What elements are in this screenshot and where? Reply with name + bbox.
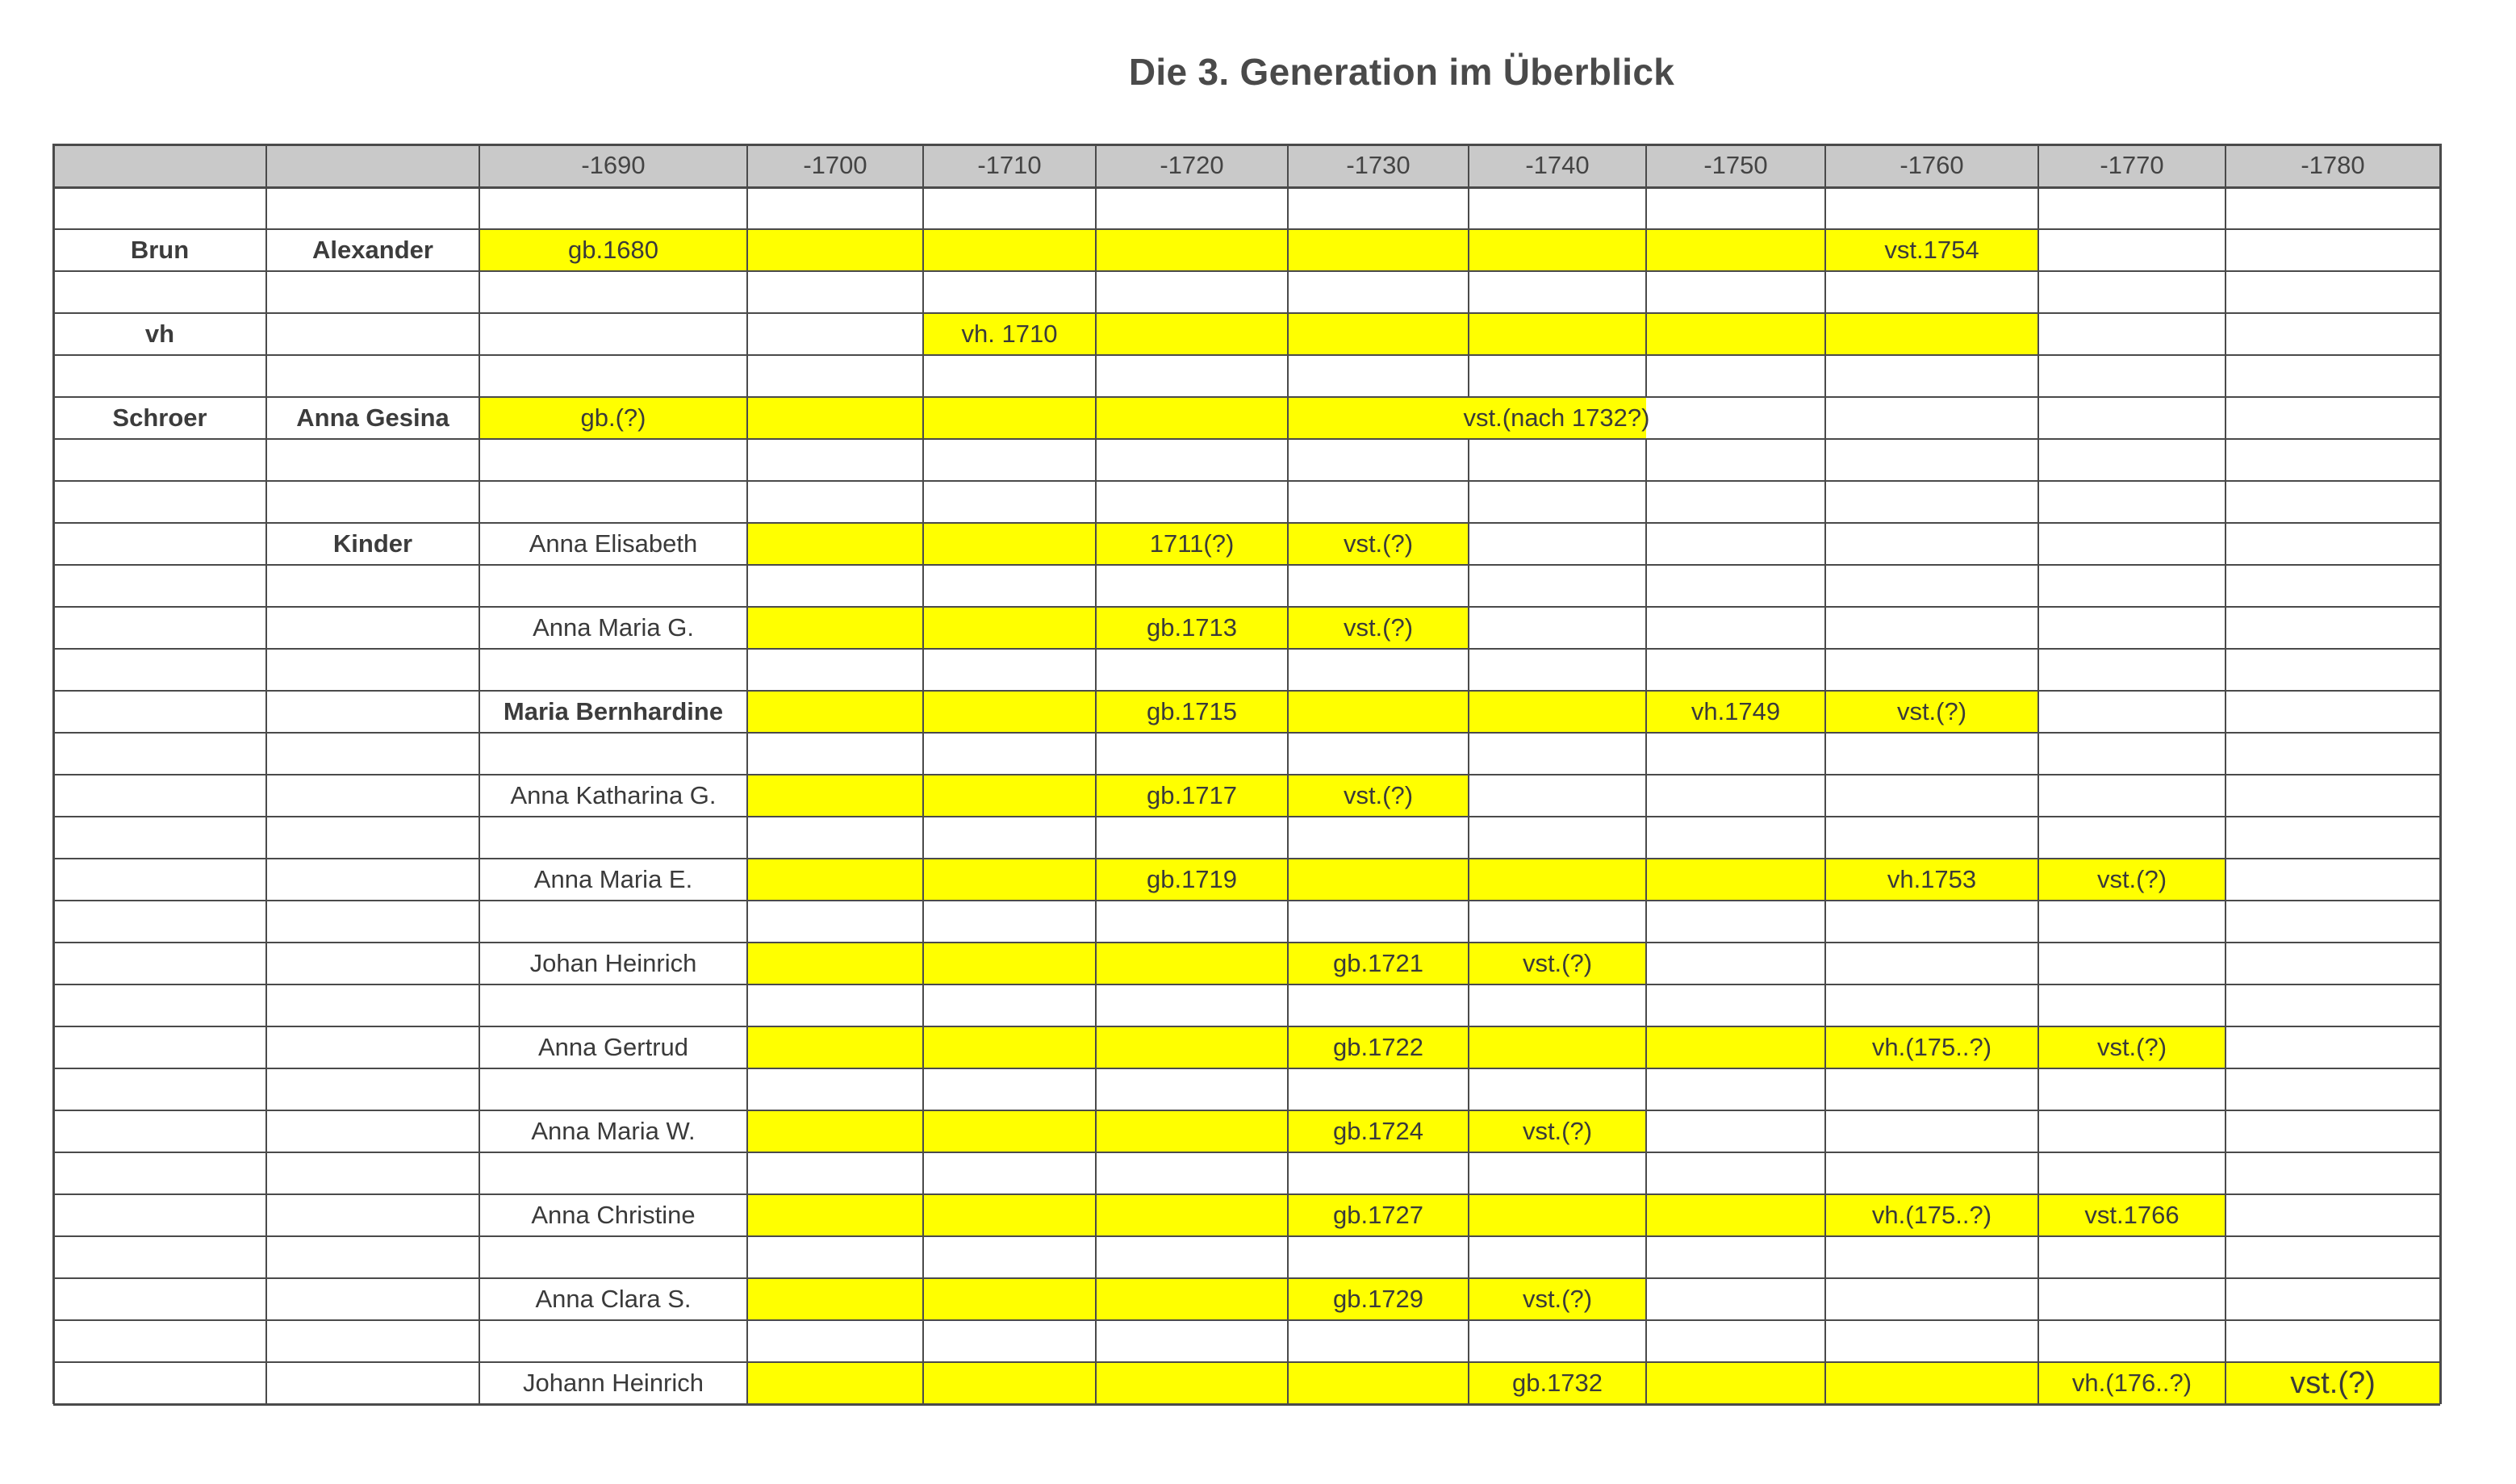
table-cell: Johann Heinrich xyxy=(522,1369,704,1397)
grid-line xyxy=(53,564,2440,566)
table-cell: vst.(?) xyxy=(1343,781,1414,809)
table-cell: vst.1766 xyxy=(2084,1201,2180,1229)
table-cell: Anna Maria G. xyxy=(533,613,694,642)
table-cell: vh.(175..?) xyxy=(1871,1201,1992,1229)
table-cell: Anna Maria E. xyxy=(533,865,693,893)
table-cell: vst.(?) xyxy=(1522,1285,1593,1313)
grid-line xyxy=(53,1235,2440,1237)
grid-line xyxy=(53,438,2440,440)
table-cell: gb.1727 xyxy=(1332,1201,1424,1229)
table-cell: Anna Elisabeth xyxy=(529,529,698,558)
table-cell: gb.1717 xyxy=(1146,781,1238,809)
grid-line xyxy=(53,522,2440,524)
column-header: -1700 xyxy=(803,151,867,179)
column-header: -1780 xyxy=(2301,151,2365,179)
table-cell: Anna Gesina xyxy=(296,403,449,432)
page-title: Die 3. Generation im Überblick xyxy=(1128,51,1675,93)
table-cell: Alexander xyxy=(312,236,433,264)
table-cell: gb.1729 xyxy=(1332,1285,1424,1313)
grid-line xyxy=(53,1026,2440,1027)
table-cell: Kinder xyxy=(332,529,413,558)
table-cell: gb.1719 xyxy=(1146,865,1238,893)
grid-line xyxy=(53,228,2440,230)
column-header: -1740 xyxy=(1525,151,1590,179)
column-header: -1750 xyxy=(1703,151,1768,179)
table-cell: vst.(?) xyxy=(2096,865,2167,893)
grid-line xyxy=(1824,144,1826,1404)
table-cell: vst.1754 xyxy=(1884,236,1979,264)
column-header: -1730 xyxy=(1346,151,1411,179)
table-cell: gb.1721 xyxy=(1332,949,1424,977)
grid-line xyxy=(53,774,2440,775)
table-cell: vst.(?) xyxy=(2290,1365,2376,1400)
table-cell: gb.1680 xyxy=(567,236,659,264)
grid-line xyxy=(1645,439,1647,1404)
grid-line xyxy=(53,984,2440,985)
table-cell: Anna Gertrud xyxy=(537,1033,689,1061)
table-cell: vst.(?) xyxy=(1896,697,1967,725)
grid-line xyxy=(53,480,2440,482)
table-cell: vh.(175..?) xyxy=(1871,1033,1992,1061)
column-header: -1760 xyxy=(1900,151,1964,179)
table-cell: vst.(?) xyxy=(2096,1033,2167,1061)
table-cell: gb.1732 xyxy=(1511,1369,1603,1397)
grid-line xyxy=(53,312,2440,314)
table-cell: vh.1753 xyxy=(1887,865,1977,893)
grid-line xyxy=(746,144,748,1404)
grid-line xyxy=(53,606,2440,608)
table-cell: vh xyxy=(144,320,175,348)
table-cell: vst.(?) xyxy=(1343,613,1414,642)
grid-line xyxy=(53,1110,2440,1111)
table-cell: vh. 1710 xyxy=(961,320,1058,348)
table-cell: gb.1713 xyxy=(1146,613,1238,642)
grid-line xyxy=(922,144,924,1404)
table-cell: Anna Katharina G. xyxy=(510,781,717,809)
grid-line xyxy=(2037,144,2039,1404)
table-cell: Anna Clara S. xyxy=(535,1285,692,1313)
column-header xyxy=(53,144,266,187)
table-cell: gb.1715 xyxy=(1146,697,1238,725)
grid-line xyxy=(2439,144,2442,1404)
grid-line xyxy=(53,858,2440,859)
table-cell: 1711(?) xyxy=(1149,529,1235,558)
table-cell: gb.1724 xyxy=(1332,1117,1424,1145)
grid-line xyxy=(53,396,2440,398)
table-cell: Anna Maria W. xyxy=(531,1117,696,1145)
grid-line xyxy=(2225,144,2226,1404)
grid-line xyxy=(53,1193,2440,1195)
grid-line xyxy=(479,144,480,1404)
table-cell: Johan Heinrich xyxy=(529,949,697,977)
table-cell: Schroer xyxy=(112,403,207,432)
grid-line xyxy=(52,144,55,1404)
table-cell: vh.(176..?) xyxy=(2071,1369,2192,1397)
grid-line xyxy=(53,1319,2440,1321)
grid-line xyxy=(53,900,2440,901)
grid-line xyxy=(1468,439,1469,1404)
grid-line xyxy=(53,270,2440,272)
timeline-table xyxy=(53,144,2440,1407)
grid-line xyxy=(53,1152,2440,1153)
table-cell: gb.(?) xyxy=(580,403,646,432)
grid-line xyxy=(53,144,2440,146)
grid-line xyxy=(53,648,2440,650)
grid-line xyxy=(53,816,2440,817)
table-cell: gb.1722 xyxy=(1332,1033,1424,1061)
grid-line xyxy=(53,732,2440,734)
column-header: -1720 xyxy=(1160,151,1224,179)
grid-line xyxy=(53,1403,2440,1406)
grid-line xyxy=(53,1361,2440,1363)
grid-line xyxy=(1287,144,1289,1404)
table-cell: vst.(?) xyxy=(1522,1117,1593,1145)
grid-line xyxy=(1645,144,1647,397)
grid-line xyxy=(265,144,267,1404)
grid-line xyxy=(53,354,2440,356)
table-cell: vst.(nach 1732?) xyxy=(1463,403,1650,432)
grid-line xyxy=(53,942,2440,943)
grid-line xyxy=(1468,144,1469,397)
table-cell: vst.(?) xyxy=(1343,529,1414,558)
grid-line xyxy=(53,1277,2440,1279)
column-header xyxy=(266,144,479,187)
column-header: -1690 xyxy=(581,151,646,179)
table-cell: vst.(?) xyxy=(1522,949,1593,977)
grid-line xyxy=(1095,144,1097,1404)
column-header: -1770 xyxy=(2100,151,2164,179)
table-cell: Maria Bernhardine xyxy=(503,697,724,725)
grid-line xyxy=(53,186,2440,189)
column-header: -1710 xyxy=(977,151,1042,179)
table-cell: Anna Christine xyxy=(531,1201,696,1229)
table-cell: vh.1749 xyxy=(1691,697,1781,725)
table-cell: Brun xyxy=(130,236,190,264)
grid-line xyxy=(53,1068,2440,1069)
grid-line xyxy=(53,690,2440,692)
